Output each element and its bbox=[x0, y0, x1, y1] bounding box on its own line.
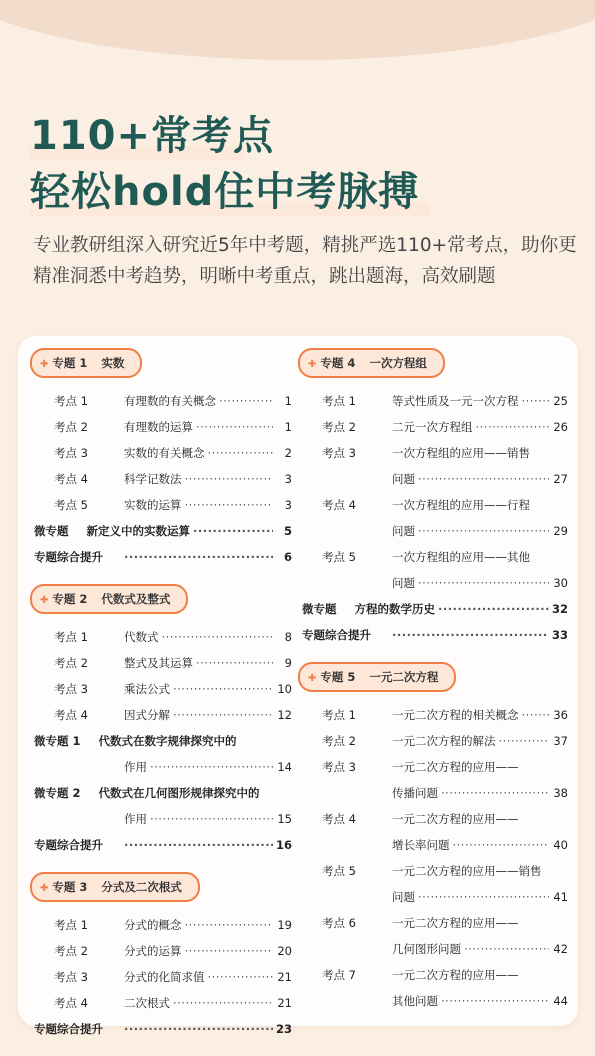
toc-entry-title: 问题 bbox=[392, 472, 415, 486]
toc-entry-title: 有理数的有关概念 bbox=[124, 394, 216, 408]
toc-entry-title: 一元二次方程的应用—— bbox=[392, 968, 519, 982]
leader-dots bbox=[185, 912, 274, 938]
toc-entry-page: 14 bbox=[277, 760, 292, 774]
plus-icon: ✚ bbox=[40, 595, 49, 606]
toc-entry-page: 5 bbox=[283, 524, 292, 538]
toc-list bbox=[30, 388, 292, 570]
toc-entry-title: 整式及其运算 bbox=[124, 656, 193, 670]
leader-dots bbox=[173, 990, 273, 1016]
toc-entry-title: 一元二次方程的应用—— bbox=[392, 760, 519, 774]
toc-entry-page: 2 bbox=[284, 446, 292, 460]
toc-entry bbox=[298, 388, 568, 414]
topic-label: 专题 4 bbox=[320, 356, 356, 370]
toc-entry-tag: 考点 5 bbox=[322, 550, 356, 564]
toc-entry-tag: 考点 1 bbox=[54, 918, 88, 932]
toc-entry-title: 一元二次方程的应用—— bbox=[392, 916, 519, 930]
toc-entry bbox=[30, 388, 292, 414]
toc-entry-tag: 考点 7 bbox=[322, 968, 356, 982]
leader-dots bbox=[150, 806, 273, 832]
leader-dots bbox=[124, 1016, 273, 1042]
toc-entry bbox=[298, 754, 568, 780]
toc-entry-title: 一元二次方程的应用——销售 bbox=[392, 864, 542, 878]
toc-entry bbox=[30, 832, 292, 858]
toc-entry-page: 9 bbox=[284, 656, 292, 670]
topic-name: 分式及二次根式 bbox=[101, 880, 182, 894]
toc-entry-title: 传播问题 bbox=[392, 786, 438, 800]
toc-entry bbox=[30, 912, 292, 938]
toc-entry-page: 21 bbox=[277, 996, 292, 1010]
toc-entry-title: 其他问题 bbox=[392, 994, 438, 1008]
toc-entry-tag: 微专题 bbox=[302, 602, 337, 616]
toc-entry-title: 几何图形问题 bbox=[392, 942, 461, 956]
toc-entry-page: 44 bbox=[553, 994, 568, 1008]
leader-dots bbox=[173, 702, 273, 728]
toc-entry-tag: 考点 1 bbox=[322, 708, 356, 722]
topic-badge bbox=[298, 348, 445, 378]
toc-entry-title: 分式的运算 bbox=[124, 944, 182, 958]
toc-column-right bbox=[298, 346, 568, 1014]
toc-entry bbox=[30, 938, 292, 964]
intro-text: 专业教研组深入研究近5年中考题，精挑严选110+常考点，助你更精准洞悉中考趋势，明晰中考重点，跳出题海，高效刷题 bbox=[33, 235, 577, 287]
leader-dots bbox=[208, 964, 274, 990]
topic-name: 一次方程组 bbox=[369, 356, 427, 370]
toc-entry bbox=[30, 964, 292, 990]
toc-entry-title: 二元一次方程组 bbox=[392, 420, 473, 434]
toc-list bbox=[298, 388, 568, 648]
topic-name: 一元二次方程 bbox=[369, 670, 439, 684]
toc-entry-page: 6 bbox=[283, 550, 292, 564]
plus-icon: ✚ bbox=[308, 673, 317, 684]
toc-entry-tag: 考点 3 bbox=[54, 446, 88, 460]
leader-dots bbox=[392, 622, 549, 648]
toc-column-left bbox=[30, 346, 292, 1042]
toc-entry-page: 1 bbox=[284, 420, 292, 434]
toc-entry bbox=[30, 754, 292, 780]
toc-entry-page: 42 bbox=[553, 942, 568, 956]
toc-entry-tag: 考点 2 bbox=[322, 734, 356, 748]
topic-badge bbox=[30, 872, 200, 902]
leader-dots bbox=[438, 596, 549, 622]
headline-line-2 bbox=[30, 164, 419, 220]
toc-entry-title: 代数式 bbox=[124, 630, 159, 644]
toc-entry bbox=[30, 544, 292, 570]
toc-entry-title: 方程的数学历史 bbox=[354, 602, 435, 616]
toc-card bbox=[18, 336, 578, 1036]
top-decoration bbox=[0, 0, 595, 60]
toc-entry-page: 38 bbox=[553, 786, 568, 800]
toc-entry-tag: 考点 6 bbox=[322, 916, 356, 930]
toc-entry-tag: 考点 2 bbox=[54, 944, 88, 958]
toc-entry bbox=[30, 702, 292, 728]
leader-dots bbox=[196, 414, 273, 440]
toc-entry bbox=[298, 936, 568, 962]
toc-list bbox=[298, 702, 568, 1014]
toc-entry-title: 二次根式 bbox=[124, 996, 170, 1010]
toc-entry-tag: 微专题 1 bbox=[34, 734, 81, 748]
toc-entry-page: 21 bbox=[277, 970, 292, 984]
toc-entry bbox=[30, 1016, 292, 1042]
toc-entry bbox=[298, 988, 568, 1014]
toc-entry-tag: 考点 4 bbox=[322, 812, 356, 826]
toc-entry bbox=[298, 780, 568, 806]
toc-entry-title: 一次方程组的应用——其他 bbox=[392, 550, 530, 564]
toc-entry-tag: 考点 3 bbox=[54, 970, 88, 984]
toc-entry bbox=[298, 440, 568, 466]
toc-entry-title: 一元二次方程的相关概念 bbox=[392, 708, 519, 722]
toc-entry-page: 33 bbox=[552, 628, 568, 642]
toc-entry bbox=[298, 858, 568, 884]
toc-entry-tag: 专题综合提升 bbox=[302, 628, 371, 642]
leader-dots bbox=[441, 988, 549, 1014]
toc-entry bbox=[30, 414, 292, 440]
toc-entry-title: 问题 bbox=[392, 576, 415, 590]
topic-name: 代数式及整式 bbox=[101, 592, 171, 606]
toc-entry bbox=[298, 622, 568, 648]
toc-entry-page: 23 bbox=[276, 1022, 292, 1036]
leader-dots bbox=[124, 832, 273, 858]
toc-entry-tag: 考点 3 bbox=[322, 446, 356, 460]
toc-entry bbox=[30, 780, 292, 806]
toc-entry-title: 乘法公式 bbox=[124, 682, 170, 696]
topic-badge bbox=[30, 584, 188, 614]
toc-entry bbox=[298, 596, 568, 622]
leader-dots bbox=[173, 676, 273, 702]
leader-dots bbox=[418, 518, 549, 544]
headline-text-2: 轻松hold住中考脉搏 bbox=[30, 169, 420, 215]
topic-badge bbox=[298, 662, 456, 692]
toc-entry-title: 代数式在数字规律探究中的 bbox=[98, 734, 237, 748]
toc-entry bbox=[298, 806, 568, 832]
toc-entry-tag: 考点 5 bbox=[54, 498, 88, 512]
toc-entry bbox=[30, 728, 292, 754]
toc-entry-title: 作用 bbox=[124, 760, 147, 774]
toc-entry-tag: 考点 2 bbox=[54, 656, 88, 670]
toc-entry-tag: 专题综合提升 bbox=[34, 550, 103, 564]
leader-dots bbox=[522, 388, 550, 414]
leader-dots bbox=[453, 832, 550, 858]
toc-entry bbox=[30, 676, 292, 702]
topic-badge bbox=[30, 348, 142, 378]
toc-entry-page: 20 bbox=[277, 944, 292, 958]
toc-entry-page: 16 bbox=[276, 838, 292, 852]
toc-entry-page: 15 bbox=[277, 812, 292, 826]
toc-entry bbox=[298, 466, 568, 492]
toc-entry-tag: 考点 1 bbox=[322, 394, 356, 408]
leader-dots bbox=[499, 728, 550, 754]
leader-dots bbox=[476, 414, 550, 440]
leader-dots bbox=[418, 570, 549, 596]
toc-entry-page: 10 bbox=[277, 682, 292, 696]
toc-entry bbox=[30, 990, 292, 1016]
leader-dots bbox=[193, 518, 273, 544]
toc-entry bbox=[298, 728, 568, 754]
toc-entry-tag: 考点 1 bbox=[54, 394, 88, 408]
toc-entry-tag: 专题综合提升 bbox=[34, 838, 103, 852]
toc-entry bbox=[30, 624, 292, 650]
toc-entry bbox=[30, 650, 292, 676]
leader-dots bbox=[124, 544, 273, 570]
toc-entry-title: 一次方程组的应用——销售 bbox=[392, 446, 530, 460]
topic-label: 专题 2 bbox=[52, 592, 88, 606]
leader-dots bbox=[418, 466, 549, 492]
leader-dots bbox=[522, 702, 550, 728]
toc-entry bbox=[298, 414, 568, 440]
topic-label: 专题 5 bbox=[320, 670, 356, 684]
headline-text-1: 110+常考点 bbox=[30, 113, 275, 159]
topic-label: 专题 1 bbox=[52, 356, 88, 370]
leader-dots bbox=[185, 492, 274, 518]
toc-entry-tag: 微专题 bbox=[34, 524, 69, 538]
toc-entry-tag: 考点 4 bbox=[54, 708, 88, 722]
toc-entry bbox=[298, 962, 568, 988]
toc-entry-tag: 考点 1 bbox=[54, 630, 88, 644]
leader-dots bbox=[418, 884, 549, 910]
toc-entry bbox=[298, 570, 568, 596]
toc-entry-page: 26 bbox=[553, 420, 568, 434]
toc-entry-title: 因式分解 bbox=[124, 708, 170, 722]
toc-entry-title: 科学记数法 bbox=[124, 472, 182, 486]
toc-entry bbox=[30, 806, 292, 832]
toc-entry-tag: 考点 3 bbox=[54, 682, 88, 696]
toc-entry-page: 8 bbox=[284, 630, 292, 644]
toc-entry bbox=[298, 702, 568, 728]
toc-entry-title: 有理数的运算 bbox=[124, 420, 193, 434]
toc-entry-tag: 考点 2 bbox=[54, 420, 88, 434]
toc-entry-title: 实数的运算 bbox=[124, 498, 182, 512]
toc-entry-page: 3 bbox=[284, 472, 292, 486]
toc-entry bbox=[298, 910, 568, 936]
leader-dots bbox=[219, 388, 273, 414]
toc-entry-tag: 考点 5 bbox=[322, 864, 356, 878]
leader-dots bbox=[185, 938, 274, 964]
leader-dots bbox=[150, 754, 273, 780]
toc-entry-title: 作用 bbox=[124, 812, 147, 826]
toc-entry-tag: 考点 4 bbox=[322, 498, 356, 512]
toc-entry-title: 分式的化简求值 bbox=[124, 970, 205, 984]
toc-entry-tag: 考点 2 bbox=[322, 420, 356, 434]
toc-entry-page: 27 bbox=[553, 472, 568, 486]
toc-entry-title: 代数式在几何图形规律探究中的 bbox=[98, 786, 260, 800]
toc-entry-title: 问题 bbox=[392, 524, 415, 538]
plus-icon: ✚ bbox=[40, 359, 49, 370]
leader-dots bbox=[208, 440, 274, 466]
toc-entry-tag: 考点 4 bbox=[54, 996, 88, 1010]
toc-entry bbox=[298, 518, 568, 544]
toc-entry bbox=[30, 492, 292, 518]
toc-entry-page: 3 bbox=[284, 498, 292, 512]
toc-entry bbox=[298, 492, 568, 518]
toc-entry-title: 实数的有关概念 bbox=[124, 446, 205, 460]
toc-entry bbox=[30, 466, 292, 492]
toc-entry-tag: 专题综合提升 bbox=[34, 1022, 103, 1036]
toc-entry-page: 40 bbox=[553, 838, 568, 852]
toc-entry-title: 新定义中的实数运算 bbox=[86, 524, 190, 538]
toc-entry-page: 1 bbox=[284, 394, 292, 408]
toc-entry-page: 29 bbox=[553, 524, 568, 538]
topic-name: 实数 bbox=[101, 356, 125, 370]
leader-dots bbox=[162, 624, 274, 650]
toc-entry-page: 32 bbox=[552, 602, 568, 616]
toc-entry-title: 增长率问题 bbox=[392, 838, 450, 852]
toc-entry bbox=[298, 544, 568, 570]
toc-list bbox=[30, 912, 292, 1042]
leader-dots bbox=[441, 780, 549, 806]
toc-entry bbox=[30, 518, 292, 544]
toc-entry-page: 30 bbox=[553, 576, 568, 590]
toc-list bbox=[30, 624, 292, 858]
leader-dots bbox=[464, 936, 549, 962]
toc-entry-page: 25 bbox=[553, 394, 568, 408]
toc-entry-title: 等式性质及一元一次方程 bbox=[392, 394, 519, 408]
toc-entry-tag: 考点 4 bbox=[54, 472, 88, 486]
headline-line-1 bbox=[30, 108, 419, 164]
toc-entry-page: 12 bbox=[277, 708, 292, 722]
toc-entry-page: 37 bbox=[553, 734, 568, 748]
toc-entry-title: 分式的概念 bbox=[124, 918, 182, 932]
plus-icon: ✚ bbox=[308, 359, 317, 370]
plus-icon: ✚ bbox=[40, 883, 49, 894]
headline bbox=[30, 108, 419, 220]
toc-entry-tag: 考点 3 bbox=[322, 760, 356, 774]
toc-entry-title: 一次方程组的应用——行程 bbox=[392, 498, 530, 512]
toc-entry bbox=[298, 884, 568, 910]
toc-entry-title: 一元二次方程的应用—— bbox=[392, 812, 519, 826]
toc-entry bbox=[30, 440, 292, 466]
toc-entry-tag: 微专题 2 bbox=[34, 786, 81, 800]
leader-dots bbox=[185, 466, 274, 492]
toc-entry bbox=[298, 832, 568, 858]
topic-label: 专题 3 bbox=[52, 880, 88, 894]
toc-entry-page: 19 bbox=[277, 918, 292, 932]
leader-dots bbox=[196, 650, 273, 676]
toc-entry-page: 41 bbox=[553, 890, 568, 904]
toc-entry-title: 问题 bbox=[392, 890, 415, 904]
toc-entry-page: 36 bbox=[553, 708, 568, 722]
toc-entry-title: 一元二次方程的解法 bbox=[392, 734, 496, 748]
